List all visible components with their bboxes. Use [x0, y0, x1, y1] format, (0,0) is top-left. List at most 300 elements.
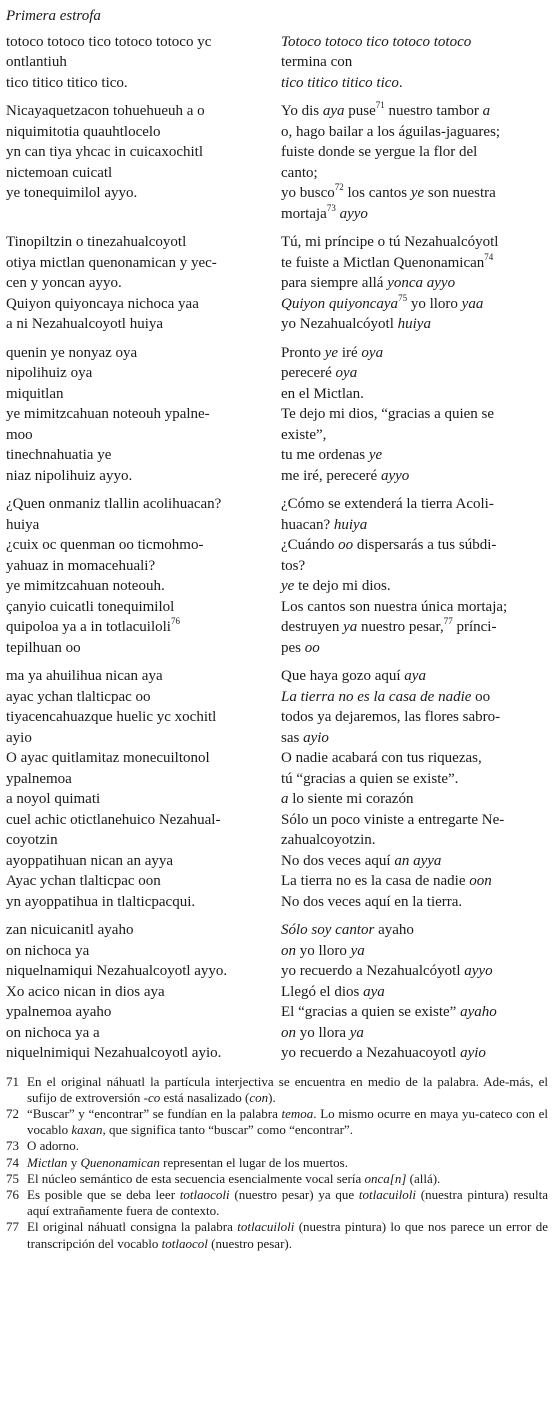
text-run: fuiste donde se yergue la flor del	[281, 144, 478, 160]
spanish-column	[281, 666, 539, 912]
italic-text: ayyo	[380, 467, 410, 484]
text-run: tu me ordenas	[281, 447, 369, 463]
text-run: ma ya ahuilihua nican aya	[6, 668, 163, 684]
text-run: todos ya dejaremos, las flores sabro-	[281, 709, 501, 725]
text-run: cen y yoncan ayyo.	[6, 275, 122, 291]
text-run: mortaja	[281, 205, 327, 222]
text-run: ayoppatihuan nican an ayya	[6, 852, 174, 869]
verse-line	[6, 982, 269, 1003]
italic-text: huiya	[333, 516, 368, 533]
verse-line	[281, 363, 539, 384]
footnote-ref: 73	[326, 202, 336, 213]
text-run: me iré, pereceré	[281, 467, 381, 484]
verse-line	[6, 273, 269, 294]
verse-line	[281, 666, 539, 687]
text-run: tico titico titico tico.	[6, 74, 128, 91]
verse-line	[6, 597, 269, 618]
italic-text: on	[281, 942, 296, 959]
text-run: (nuestra pintura) resulta aquí extrañamente fuera de contexto.	[27, 1186, 548, 1219]
text-run: yo lloro	[407, 295, 462, 312]
nahuatl-column	[6, 666, 269, 912]
italic-text: Sólo soy cantor	[281, 922, 375, 938]
footnote-text	[27, 1074, 548, 1106]
text-run: (nuestro pesar) ya que	[229, 1186, 359, 1202]
text-run: nuestro tambor	[384, 103, 483, 119]
text-run: a noyol quimati	[6, 791, 101, 807]
text-run: quipoloa ya a in totlacuiloli	[6, 619, 171, 635]
text-run: nictemoan cuicatl	[6, 164, 113, 181]
text-run: dispersarás a tus súbdi-	[353, 537, 497, 553]
verse-line	[6, 163, 269, 184]
footnote-text	[27, 1171, 548, 1187]
text-run: coyotzin	[6, 832, 58, 848]
verse-line	[281, 638, 539, 659]
section-heading: Primera estrofa	[6, 8, 101, 24]
text-run: niaz nipolihuiz ayyo.	[6, 467, 133, 484]
italic-text: onca[n]	[364, 1170, 407, 1186]
text-run: , que significa tanto “buscar” como “encontrar”.	[102, 1122, 353, 1138]
verse-line	[6, 556, 269, 577]
footnote-text	[27, 1106, 548, 1138]
text-run: En el original náhuatl la partícula interjectiva se encuentra en medio de la palabra. Ade-más, el sufijo de extroversión	[27, 1073, 548, 1105]
verse-line	[281, 1023, 539, 1044]
italic-text: oya	[361, 344, 384, 361]
text-run: yo busco	[281, 185, 335, 201]
verse-line	[281, 314, 539, 335]
verse-line	[281, 183, 539, 204]
text-run: Tú, mi príncipe o tú Nezahualcóyotl	[281, 234, 499, 250]
text-run: El “gracias a quien se existe”	[281, 1004, 461, 1020]
verse-line	[281, 404, 539, 425]
text-run: yo lloro	[296, 942, 351, 959]
text-run: ¿Cuándo	[281, 537, 339, 553]
italic-text: tico titico titico tico	[281, 74, 399, 91]
footnote	[6, 1219, 548, 1251]
text-run: está nasalizado (	[160, 1089, 250, 1105]
verse-line	[281, 445, 539, 466]
italic-text: ye	[368, 447, 383, 463]
footnote	[6, 1106, 548, 1138]
verse-line	[281, 597, 539, 618]
verse-line	[6, 122, 269, 143]
text-run: El núcleo semántico de esta secuencia esencialmente vocal sería	[27, 1170, 365, 1186]
italic-text: ye	[324, 344, 339, 361]
italic-text: huiya	[397, 316, 431, 332]
italic-text: Totoco totoco tico totoco totoco	[281, 33, 472, 50]
spanish-column	[281, 101, 539, 224]
nahuatl-column	[6, 920, 269, 1064]
verse-line	[6, 101, 269, 122]
footnote-ref: 76	[170, 616, 180, 626]
verse-line	[6, 404, 269, 425]
text-run: canto;	[281, 164, 318, 181]
text-run: O nadie acabará con tus riquezas,	[281, 750, 482, 766]
text-run: O adorno.	[27, 1138, 79, 1154]
italic-text: aya	[322, 103, 345, 119]
text-run: iré	[338, 344, 362, 361]
verse-line	[6, 466, 269, 487]
text-run: sas	[281, 729, 304, 746]
italic-text: oo	[338, 537, 354, 553]
footnote-number: 74	[6, 1154, 19, 1170]
verse-line	[6, 314, 269, 335]
text-run: destruyen	[281, 619, 344, 635]
text-run: ye mimitzcahuan noteouh.	[6, 578, 165, 594]
footnote	[6, 1155, 548, 1171]
text-run: nuestro pesar,	[357, 619, 444, 635]
stanza-list	[6, 32, 548, 1064]
verse-line	[281, 1043, 539, 1064]
text-run: para siempre allá	[281, 275, 388, 291]
text-run: prínci-	[452, 619, 497, 635]
verse-line	[6, 445, 269, 466]
italic-text: temoa	[281, 1105, 314, 1121]
text-run: çanyio cuicatli tonequimilol	[6, 598, 175, 615]
verse-line	[281, 494, 539, 515]
text-run: ayio	[6, 729, 32, 746]
footnote-ref: 72	[334, 182, 344, 192]
verse-line	[281, 384, 539, 405]
verse-line	[6, 789, 269, 810]
verse-line	[281, 687, 539, 708]
verse-line	[281, 535, 539, 556]
verse-line	[6, 892, 269, 913]
verse-line	[6, 425, 269, 446]
text-run: on nichoca ya a	[6, 1024, 100, 1041]
verse-line	[6, 920, 269, 941]
italic-text: con	[249, 1089, 269, 1105]
text-run: ypalnemoa ayaho	[6, 1004, 112, 1020]
verse-line	[6, 52, 269, 73]
italic-text: ya	[343, 619, 358, 635]
text-run: ye mimitzcahuan noteouh ypalne-	[6, 406, 210, 422]
text-run: No dos veces aquí en la tierra.	[281, 893, 463, 910]
italic-text: totlaocol	[161, 1235, 208, 1251]
text-run: . Lo mismo ocurre en maya yu-cateco con el vocablo	[27, 1105, 548, 1138]
text-run: te fuiste a Mictlan Quenonamican	[281, 254, 485, 271]
text-run: ayac ychan tlalticpac oo	[6, 688, 151, 705]
italic-text: ye	[410, 185, 425, 201]
text-run: ).	[268, 1089, 276, 1105]
spanish-column	[281, 232, 539, 335]
footnote	[6, 1074, 548, 1106]
verse-line	[6, 617, 269, 638]
footnote-ref: 77	[443, 616, 453, 626]
text-run: yo recuerdo a Nezahuacoyotl	[281, 1045, 461, 1061]
verse-line	[281, 73, 539, 94]
text-run: Xo acico nican in dios aya	[6, 983, 165, 1000]
footnote-text	[27, 1187, 548, 1219]
text-run: yn ayoppatihua in tlalticpacqui.	[6, 893, 196, 910]
text-run: (nuestra pintura) lo que nos parece un error de transcripción del vocablo	[27, 1219, 548, 1251]
footnotes	[6, 1074, 548, 1252]
text-run: (allá).	[406, 1170, 441, 1186]
verse-line	[281, 769, 539, 790]
italic-text: oon	[469, 873, 492, 889]
text-run: .	[398, 74, 403, 91]
nahuatl-column	[6, 343, 269, 487]
stanza	[6, 101, 548, 224]
footnote-number: 76	[6, 1186, 19, 1202]
nahuatl-column	[6, 32, 269, 94]
text-run: cuel achic otictlanehuico Nezahual-	[6, 811, 221, 828]
text-run: niquimitotia quauhtlocelo	[6, 123, 161, 140]
text-run: miquitlan	[6, 385, 64, 402]
text-run: existe”,	[281, 426, 327, 443]
nahuatl-column	[6, 101, 269, 224]
verse-line	[281, 982, 539, 1003]
text-run: los cantos	[343, 185, 411, 201]
text-run: pes	[281, 639, 305, 656]
text-run: zan nicuicanitl ayaho	[6, 922, 134, 938]
stanza	[6, 232, 548, 335]
nahuatl-column	[6, 494, 269, 658]
text-run: a ni Nezahualcoyotl huiya	[6, 316, 164, 332]
verse-line	[6, 73, 269, 94]
verse-line	[281, 52, 539, 73]
verse-line	[6, 576, 269, 597]
verse-line	[6, 253, 269, 274]
footnote-number: 73	[6, 1138, 19, 1154]
italic-text: kaxan	[71, 1122, 103, 1138]
text-run: lo siente mi corazón	[288, 791, 414, 807]
verse-line	[6, 32, 269, 53]
text-run: ¿Quen onmaniz tlallin acolihuacan?	[6, 496, 222, 512]
text-run: tiyacencahuazque huelic yc xochitl	[6, 709, 217, 725]
italic-text: yaa	[461, 295, 484, 312]
stanza	[6, 32, 548, 94]
footnote-number: 72	[6, 1105, 19, 1121]
text-run: yn can tiya yhcac in cuicaxochitl	[6, 144, 203, 160]
text-run: yahuaz in momacehuali?	[6, 557, 156, 574]
text-run: niquelnimiqui Nezahualcoyotl ayio.	[6, 1045, 222, 1061]
verse-line	[281, 556, 539, 577]
verse-line	[281, 830, 539, 851]
text-run: on nichoca ya	[6, 942, 90, 959]
verse-line	[281, 1002, 539, 1023]
verse-line	[6, 748, 269, 769]
italic-text: totlacuiloli	[358, 1186, 416, 1202]
verse-line	[281, 810, 539, 831]
text-run: tos?	[281, 557, 306, 574]
verse-line	[6, 769, 269, 790]
text-run: huiya	[6, 516, 40, 533]
italic-text: totlacuiloli	[237, 1219, 295, 1235]
text-run: Quiyon quiyoncaya nichoca yaa	[6, 295, 199, 312]
text-run: Ayac ychan tlalticpac oon	[6, 873, 161, 889]
italic-text: totlaocoli	[179, 1186, 230, 1202]
verse-line	[281, 142, 539, 163]
verse-line	[281, 789, 539, 810]
verse-line	[6, 851, 269, 872]
verse-line	[6, 638, 269, 659]
verse-line	[6, 941, 269, 962]
verse-line	[281, 576, 539, 597]
text-run: y	[67, 1154, 81, 1170]
text-run: zahualcoyotzin.	[281, 832, 376, 848]
verse-line	[6, 871, 269, 892]
text-run: tepilhuan oo	[6, 639, 81, 656]
verse-line	[6, 142, 269, 163]
stanza	[6, 666, 548, 912]
verse-line	[281, 466, 539, 487]
verse-line	[6, 363, 269, 384]
verse-line	[281, 707, 539, 728]
text-run: moo	[6, 426, 33, 443]
footnote-number: 75	[6, 1170, 19, 1186]
verse-line	[281, 273, 539, 294]
spanish-column	[281, 920, 539, 1064]
nahuatl-column	[6, 232, 269, 335]
footnote-ref: 74	[484, 251, 494, 262]
footnote	[6, 1138, 548, 1154]
text-run: Yo dis	[281, 103, 323, 119]
verse-line	[281, 851, 539, 872]
text-run: quenin ye nonyaz oya	[6, 344, 138, 361]
italic-text: a	[482, 103, 491, 119]
verse-line	[281, 892, 539, 913]
italic-text: a	[281, 791, 289, 807]
text-run: te dejo mi dios.	[294, 578, 391, 594]
text-run: tú “gracias a quien se existe”.	[281, 770, 459, 787]
verse-line	[281, 941, 539, 962]
spanish-column	[281, 343, 539, 487]
footnote-text	[27, 1219, 548, 1251]
verse-line	[6, 707, 269, 728]
text-run: Te dejo mi dios, “gracias a quien se	[281, 406, 495, 422]
verse-line	[6, 343, 269, 364]
verse-line	[281, 163, 539, 184]
italic-text: aya	[404, 668, 426, 684]
spanish-column	[281, 494, 539, 658]
verse-line	[281, 961, 539, 982]
verse-line	[281, 920, 539, 941]
verse-line	[6, 687, 269, 708]
verse-line	[6, 1043, 269, 1064]
verse-line	[281, 617, 539, 638]
italic-text: ye	[281, 578, 295, 594]
text-run: ontlantiuh	[6, 54, 67, 70]
stanza	[6, 920, 548, 1064]
text-run: o, hago bailar a los águilas-jaguares;	[281, 123, 501, 140]
text-run: pereceré	[281, 365, 336, 381]
verse-line	[6, 183, 269, 204]
text-run: Sólo un poco viniste a entregarte Ne-	[281, 811, 505, 828]
verse-line	[281, 204, 539, 225]
footnote	[6, 1187, 548, 1219]
text-run: ypalnemoa	[6, 770, 72, 787]
stanza	[6, 494, 548, 658]
text-run: yo llora	[296, 1024, 350, 1041]
verse-line	[6, 232, 269, 253]
text-run: ye tonequimilol ayyo.	[6, 185, 138, 201]
verse-line	[281, 728, 539, 749]
text-run: Tinopiltzin o tinezahualcoyotl	[6, 234, 187, 250]
text-run: “Buscar” y “encontrar” se fundían en la palabra	[27, 1105, 282, 1121]
text-run: Es posible que se deba leer	[27, 1186, 180, 1202]
italic-text: La tierra no es la casa de nadie	[281, 688, 472, 705]
italic-text: ya	[350, 942, 365, 959]
verse-line	[281, 32, 539, 53]
verse-line	[281, 122, 539, 143]
verse-line	[281, 101, 539, 122]
verse-line	[6, 830, 269, 851]
text-run: en el Mictlan.	[281, 385, 364, 402]
text-run: otiya mictlan quenonamican y yec-	[6, 254, 217, 271]
italic-text: ya	[349, 1024, 364, 1041]
footnote-text	[27, 1155, 548, 1171]
text-run: nipolihuiz oya	[6, 365, 93, 381]
text-run: ayaho	[374, 922, 414, 938]
spanish-column	[281, 32, 539, 94]
footnote	[6, 1171, 548, 1187]
italic-text: -co	[143, 1089, 161, 1105]
stanza	[6, 343, 548, 487]
italic-text: on	[281, 1024, 296, 1041]
text-run: (nuestro pesar).	[207, 1235, 292, 1251]
italic-text: oo	[304, 639, 320, 656]
text-run: puse	[344, 103, 376, 119]
text-run: tinechnahuatia ye	[6, 447, 112, 463]
text-run: niquelnamiqui Nezahualcoyotl ayyo.	[6, 963, 228, 979]
verse-line	[281, 871, 539, 892]
verse-line	[281, 343, 539, 364]
text-run: Que haya gozo aquí	[281, 668, 405, 684]
footnote-ref: 71	[375, 100, 385, 110]
verse-line	[6, 494, 269, 515]
italic-text: Quenonamican	[80, 1154, 160, 1170]
verse-line	[281, 748, 539, 769]
text-run: Nicayaquetzacon tohuehueuh a o	[6, 103, 205, 119]
text-run: No dos veces aquí	[281, 852, 395, 869]
italic-text: ayio	[460, 1045, 486, 1061]
text-run: La tierra no es la casa de nadie	[281, 873, 470, 889]
verse-line	[6, 294, 269, 315]
italic-text: an ayya	[394, 852, 442, 869]
text-run: Llegó el dios	[281, 983, 364, 1000]
text-run: El original náhuatl consigna la palabra	[27, 1219, 238, 1235]
verse-line	[281, 515, 539, 536]
footnote-text	[27, 1138, 548, 1154]
italic-text: ayaho	[460, 1004, 497, 1020]
verse-line	[281, 425, 539, 446]
verse-line	[281, 294, 539, 315]
verse-line	[281, 232, 539, 253]
verse-line	[281, 253, 539, 274]
footnote-ref: 75	[398, 292, 408, 303]
verse-line	[6, 1002, 269, 1023]
verse-line	[6, 961, 269, 982]
text-run: son nuestra	[424, 185, 496, 201]
text-run: yo Nezahualcóyotl	[281, 316, 398, 332]
verse-line	[6, 1023, 269, 1044]
italic-text: Mictlan	[27, 1154, 68, 1170]
italic-text: ayyo	[339, 205, 368, 222]
text-run: O ayac quitlamitaz monecuiltonol	[6, 750, 210, 766]
text-run: Los cantos son nuestra única mortaja;	[281, 598, 508, 615]
verse-line	[6, 384, 269, 405]
text-run: representan el lugar de los muertos.	[159, 1154, 348, 1170]
text-run: ¿cuix oc quenman oo ticmohmo-	[6, 537, 204, 553]
verse-line	[6, 666, 269, 687]
italic-text: aya	[363, 983, 385, 1000]
verse-line	[6, 535, 269, 556]
verse-line	[6, 810, 269, 831]
italic-text: Quiyon quiyoncaya	[281, 295, 399, 312]
text-run: ¿Cómo se extenderá la tierra Acoli-	[281, 496, 494, 512]
text-run: yo recuerdo a Nezahualcóyotl	[281, 963, 465, 979]
verse-line	[6, 515, 269, 536]
